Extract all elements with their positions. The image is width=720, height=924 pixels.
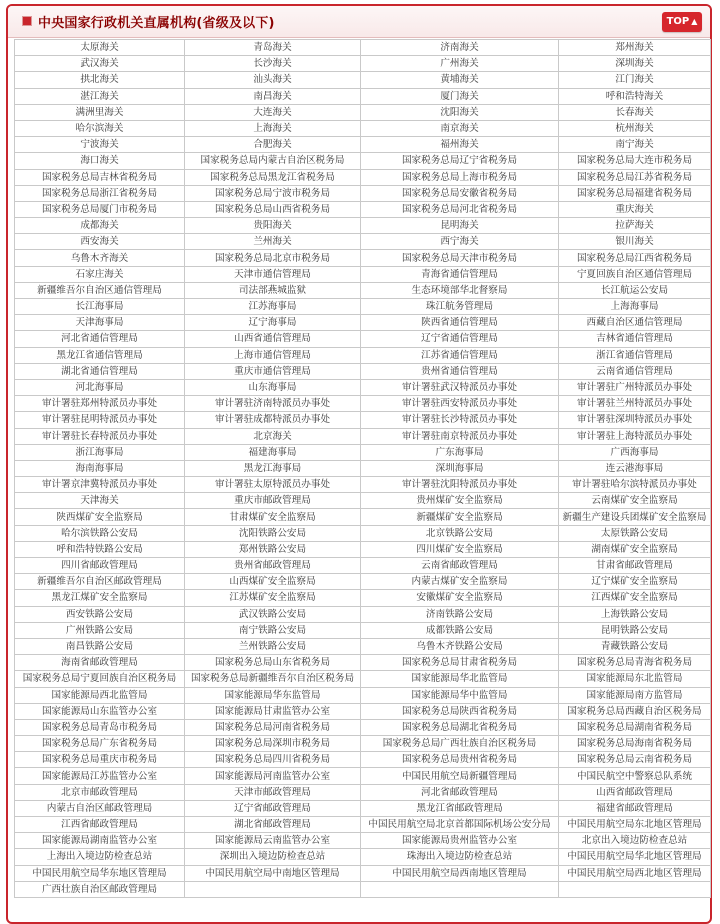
table-row (15, 752, 711, 768)
table-row (15, 169, 711, 185)
agency-link[interactable]: 中国民用航空局西北地区管理局 (559, 865, 711, 881)
agency-link[interactable]: 西宁海关 (361, 234, 559, 250)
agency-link[interactable]: 南京海关 (361, 120, 559, 136)
agency-link[interactable]: 国家税务总局宁波市税务局 (185, 185, 361, 201)
agency-link[interactable]: 福建省邮政管理局 (559, 800, 711, 816)
table-row (15, 72, 711, 88)
agency-link[interactable]: 审计署驻太原特派员办事处 (185, 477, 361, 493)
agency-link[interactable]: 广州海关 (361, 56, 559, 72)
agency-link[interactable]: 成都铁路公安局 (361, 622, 559, 638)
agency-link[interactable]: 长江海事局 (15, 299, 185, 315)
agency-link[interactable]: 审计署驻沈阳特派员办事处 (361, 477, 559, 493)
agency-link[interactable]: 武汉海关 (15, 56, 185, 72)
agency-link[interactable]: 太原海关 (15, 40, 185, 56)
agency-link[interactable]: 河北省邮政管理局 (361, 784, 559, 800)
agency-link[interactable]: 山东海事局 (185, 379, 361, 395)
agency-link[interactable]: 宁波海关 (15, 137, 185, 153)
table-row (15, 800, 711, 816)
agency-link[interactable]: 国家能源局江苏监管办公室 (15, 768, 185, 784)
table-row (15, 234, 711, 250)
agency-link[interactable]: 安徽煤矿安全监察局 (361, 590, 559, 606)
agency-link[interactable]: 国家税务总局大连市税务局 (559, 153, 711, 169)
agency-link[interactable]: 山西省通信管理局 (185, 331, 361, 347)
agency-link[interactable]: 新疆煤矿安全监察局 (361, 509, 559, 525)
table-row (15, 525, 711, 541)
agency-link[interactable]: 黑龙江省通信管理局 (15, 347, 185, 363)
table-row (15, 266, 711, 282)
arrow-up-icon: ▲ (691, 17, 698, 26)
agency-link[interactable]: 太原铁路公安局 (559, 525, 711, 541)
agency-link[interactable]: 北京海关 (185, 428, 361, 444)
table-row (15, 363, 711, 379)
agency-link[interactable]: 甘肃省邮政管理局 (559, 558, 711, 574)
agency-link[interactable]: 珠海出入境边防检查总站 (361, 849, 559, 865)
agency-link[interactable]: 国家税务总局甘肃省税务局 (361, 655, 559, 671)
agency-link[interactable]: 长春海关 (559, 104, 711, 120)
agency-link[interactable]: 国家能源局甘肃监管办公室 (185, 703, 361, 719)
agency-link[interactable]: 上海市通信管理局 (185, 347, 361, 363)
agency-link[interactable]: 甘肃煤矿安全监察局 (185, 509, 361, 525)
table-row (15, 817, 711, 833)
agency-link[interactable]: 江西省邮政管理局 (15, 817, 185, 833)
agency-link[interactable]: 哈尔滨铁路公安局 (15, 525, 185, 541)
square-bullet-icon (22, 16, 32, 26)
agency-link[interactable]: 中国民用航空局西南地区管理局 (361, 865, 559, 881)
agency-table (14, 39, 711, 898)
agency-link[interactable]: 福州海关 (361, 137, 559, 153)
agency-link[interactable]: 审计署驻武汉特派员办事处 (361, 379, 559, 395)
agency-link[interactable]: 天津海事局 (15, 315, 185, 331)
agency-link[interactable]: 国家能源局东北监管局 (559, 671, 711, 687)
table-row (15, 768, 711, 784)
agency-link (185, 881, 361, 897)
agency-link[interactable]: 国家税务总局湖北省税务局 (361, 719, 559, 735)
agency-link[interactable]: 国家税务总局广西壮族自治区税务局 (361, 736, 559, 752)
agency-link[interactable]: 国家税务总局海南省税务局 (559, 736, 711, 752)
table-row (15, 784, 711, 800)
agency-link[interactable]: 北京出入境边防检查总站 (559, 833, 711, 849)
agency-link[interactable]: 河北省通信管理局 (15, 331, 185, 347)
table-row (15, 104, 711, 120)
agency-link[interactable]: 国家税务总局江苏省税务局 (559, 169, 711, 185)
table-row (15, 153, 711, 169)
agency-link[interactable]: 乌鲁木齐铁路公安局 (361, 638, 559, 654)
agency-link[interactable]: 审计署驻兰州特派员办事处 (559, 396, 711, 412)
agency-link[interactable]: 昆明海关 (361, 218, 559, 234)
agency-link[interactable]: 天津市邮政管理局 (185, 784, 361, 800)
agency-link[interactable]: 青岛海关 (185, 40, 361, 56)
agency-link[interactable]: 国家税务总局四川省税务局 (185, 752, 361, 768)
agency-link[interactable]: 上海铁路公安局 (559, 606, 711, 622)
agency-link[interactable]: 珠江航务管理局 (361, 299, 559, 315)
table-row (15, 201, 711, 217)
agency-link[interactable]: 西藏自治区通信管理局 (559, 315, 711, 331)
agency-link[interactable]: 四川煤矿安全监察局 (361, 541, 559, 557)
table-row (15, 493, 711, 509)
agency-link[interactable]: 国家能源局南方监管局 (559, 687, 711, 703)
agency-link[interactable]: 宁夏回族自治区通信管理局 (559, 266, 711, 282)
table-row (15, 56, 711, 72)
agency-link[interactable]: 四川省邮政管理局 (15, 558, 185, 574)
table-row (15, 655, 711, 671)
agency-link[interactable]: 大连海关 (185, 104, 361, 120)
agency-link[interactable]: 国家能源局湖南监管办公室 (15, 833, 185, 849)
agency-link[interactable]: 南宁海关 (559, 137, 711, 153)
agency-link[interactable]: 合肥海关 (185, 137, 361, 153)
agency-link[interactable]: 南昌海关 (185, 88, 361, 104)
agency-link[interactable]: 贵州省邮政管理局 (185, 558, 361, 574)
agency-link[interactable]: 黑龙江煤矿安全监察局 (15, 590, 185, 606)
agency-link[interactable]: 青海省通信管理局 (361, 266, 559, 282)
agency-link[interactable]: 黑龙江海事局 (185, 460, 361, 476)
agency-link[interactable]: 青藏铁路公安局 (559, 638, 711, 654)
agency-link[interactable]: 陕西煤矿安全监察局 (15, 509, 185, 525)
agency-link[interactable]: 国家税务总局山西省税务局 (185, 201, 361, 217)
agency-link[interactable]: 国家税务总局江西省税务局 (559, 250, 711, 266)
agency-link[interactable]: 北京市邮政管理局 (15, 784, 185, 800)
agency-link[interactable]: 审计署驻济南特派员办事处 (185, 396, 361, 412)
agency-link[interactable]: 国家税务总局河北省税务局 (361, 201, 559, 217)
table-row (15, 396, 711, 412)
table-row (15, 299, 711, 315)
agency-link[interactable]: 西安海关 (15, 234, 185, 250)
agency-link[interactable]: 山西煤矿安全监察局 (185, 574, 361, 590)
agency-link[interactable]: 国家能源局西北监管局 (15, 687, 185, 703)
table-row (15, 671, 711, 687)
table-row (15, 347, 711, 363)
agency-link[interactable]: 中国民用航空局北京首都国际机场公安分局 (361, 817, 559, 833)
agency-link[interactable]: 国家能源局华中监管局 (361, 687, 559, 703)
table-row (15, 833, 711, 849)
agency-link[interactable]: 云南省邮政管理局 (361, 558, 559, 574)
agency-link[interactable]: 审计署驻昆明特派员办事处 (15, 412, 185, 428)
agency-link[interactable]: 重庆市邮政管理局 (185, 493, 361, 509)
agency-link[interactable]: 辽宁省通信管理局 (361, 331, 559, 347)
agency-link[interactable]: 国家税务总局安徽省税务局 (361, 185, 559, 201)
agency-link[interactable]: 中国民用航空局东北地区管理局 (559, 817, 711, 833)
agency-link[interactable]: 国家税务总局深圳市税务局 (185, 736, 361, 752)
agency-link[interactable]: 国家税务总局黑龙江省税务局 (185, 169, 361, 185)
agency-link[interactable]: 黄埔海关 (361, 72, 559, 88)
agency-link[interactable]: 南宁铁路公安局 (185, 622, 361, 638)
agency-link[interactable]: 中国民用航空局新疆管理局 (361, 768, 559, 784)
agency-link[interactable]: 新疆生产建设兵团煤矿安全监察局 (559, 509, 711, 525)
agency-link[interactable]: 福建海事局 (185, 444, 361, 460)
agency-link[interactable]: 郑州铁路公安局 (185, 541, 361, 557)
agency-link[interactable]: 武汉铁路公安局 (185, 606, 361, 622)
agency-link[interactable]: 江苏省通信管理局 (361, 347, 559, 363)
agency-link[interactable]: 贵州煤矿安全监察局 (361, 493, 559, 509)
agency-link[interactable]: 深圳出入境边防检查总站 (185, 849, 361, 865)
agency-link[interactable]: 生态环境部华北督察局 (361, 282, 559, 298)
panel-header (8, 6, 710, 38)
table-row (15, 137, 711, 153)
agency-link[interactable]: 江苏海事局 (185, 299, 361, 315)
table-row (15, 250, 711, 266)
agency-link[interactable]: 满洲里海关 (15, 104, 185, 120)
agency-link[interactable]: 石家庄海关 (15, 266, 185, 282)
agency-link[interactable]: 杭州海关 (559, 120, 711, 136)
table-row (15, 460, 711, 476)
agency-link[interactable]: 中国民用航空局华东地区管理局 (15, 865, 185, 881)
agency-link[interactable]: 广西海事局 (559, 444, 711, 460)
agency-link[interactable]: 重庆海关 (559, 201, 711, 217)
agency-link (559, 881, 711, 897)
agency-link[interactable]: 国家税务总局青岛市税务局 (15, 719, 185, 735)
agency-link[interactable]: 贵阳海关 (185, 218, 361, 234)
agency-link[interactable]: 国家税务总局河南省税务局 (185, 719, 361, 735)
table-row (15, 558, 711, 574)
agency-link[interactable]: 沈阳铁路公安局 (185, 525, 361, 541)
table-row (15, 703, 711, 719)
agency-link[interactable]: 浙江海事局 (15, 444, 185, 460)
agency-link[interactable]: 江门海关 (559, 72, 711, 88)
agency-link[interactable]: 长沙海关 (185, 56, 361, 72)
table-row (15, 574, 711, 590)
table-row (15, 865, 711, 881)
agency-link[interactable]: 乌鲁木齐海关 (15, 250, 185, 266)
agency-link[interactable]: 江苏煤矿安全监察局 (185, 590, 361, 606)
agency-link[interactable]: 国家税务总局陕西省税务局 (361, 703, 559, 719)
agency-link[interactable]: 司法部燕城监狱 (185, 282, 361, 298)
agency-link[interactable]: 海南海事局 (15, 460, 185, 476)
back-to-top-button[interactable] (662, 12, 702, 32)
agency-link[interactable]: 浙江省通信管理局 (559, 347, 711, 363)
agency-list-panel (6, 4, 712, 924)
agency-link[interactable]: 沈阳海关 (361, 104, 559, 120)
agency-link[interactable]: 审计署驻西安特派员办事处 (361, 396, 559, 412)
agency-link[interactable]: 中国民航空中警察总队系统 (559, 768, 711, 784)
agency-link[interactable]: 连云港海事局 (559, 460, 711, 476)
agency-link[interactable]: 湖南煤矿安全监察局 (559, 541, 711, 557)
agency-link[interactable]: 内蒙古自治区邮政管理局 (15, 800, 185, 816)
table-row (15, 185, 711, 201)
agency-link[interactable]: 呼和浩特铁路公安局 (15, 541, 185, 557)
agency-link[interactable]: 广州铁路公安局 (15, 622, 185, 638)
agency-link[interactable]: 银川海关 (559, 234, 711, 250)
agency-link[interactable]: 湖北省邮政管理局 (185, 817, 361, 833)
agency-link[interactable]: 郑州海关 (559, 40, 711, 56)
agency-link[interactable]: 内蒙古煤矿安全监察局 (361, 574, 559, 590)
agency-link[interactable]: 厦门海关 (361, 88, 559, 104)
agency-link[interactable]: 辽宁煤矿安全监察局 (559, 574, 711, 590)
agency-link[interactable]: 云南省通信管理局 (559, 363, 711, 379)
agency-link[interactable]: 辽宁海事局 (185, 315, 361, 331)
agency-link[interactable]: 国家能源局河南监管办公室 (185, 768, 361, 784)
agency-link (361, 881, 559, 897)
table-row (15, 849, 711, 865)
agency-link[interactable]: 中国民用航空局中南地区管理局 (185, 865, 361, 881)
table-row (15, 687, 711, 703)
agency-link[interactable]: 深圳海事局 (361, 460, 559, 476)
agency-link[interactable]: 河北海事局 (15, 379, 185, 395)
agency-link[interactable]: 拉萨海关 (559, 218, 711, 234)
agency-link[interactable]: 审计署驻郑州特派员办事处 (15, 396, 185, 412)
agency-link[interactable]: 国家税务总局贵州省税务局 (361, 752, 559, 768)
agency-link[interactable]: 昆明铁路公安局 (559, 622, 711, 638)
agency-link[interactable]: 兰州铁路公安局 (185, 638, 361, 654)
agency-link[interactable]: 国家税务总局上海市税务局 (361, 169, 559, 185)
agency-link[interactable]: 新疆维吾尔自治区通信管理局 (15, 282, 185, 298)
table-row (15, 622, 711, 638)
agency-link[interactable]: 审计署京津冀特派员办事处 (15, 477, 185, 493)
table-row (15, 282, 711, 298)
agency-link[interactable]: 国家税务总局云南省税务局 (559, 752, 711, 768)
agency-link[interactable]: 国家能源局云南监管办公室 (185, 833, 361, 849)
agency-link[interactable]: 审计署驻广州特派员办事处 (559, 379, 711, 395)
agency-link[interactable]: 云南煤矿安全监察局 (559, 493, 711, 509)
agency-link[interactable]: 国家税务总局西藏自治区税务局 (559, 703, 711, 719)
agency-link[interactable]: 重庆市通信管理局 (185, 363, 361, 379)
table-row (15, 606, 711, 622)
table-row (15, 881, 711, 897)
agency-link[interactable]: 国家税务总局青海省税务局 (559, 655, 711, 671)
table-row (15, 88, 711, 104)
agency-link[interactable]: 国家能源局山东监管办公室 (15, 703, 185, 719)
table-row (15, 412, 711, 428)
agency-link[interactable]: 国家税务总局吉林省税务局 (15, 169, 185, 185)
agency-link[interactable]: 海南省邮政管理局 (15, 655, 185, 671)
agency-link[interactable]: 上海海关 (185, 120, 361, 136)
agency-link[interactable]: 济南海关 (361, 40, 559, 56)
agency-link[interactable]: 新疆维吾尔自治区邮政管理局 (15, 574, 185, 590)
agency-link[interactable]: 国家税务总局内蒙古自治区税务局 (185, 153, 361, 169)
agency-link[interactable]: 天津市通信管理局 (185, 266, 361, 282)
agency-link[interactable]: 审计署驻哈尔滨特派员办事处 (559, 477, 711, 493)
agency-link[interactable]: 南昌铁路公安局 (15, 638, 185, 654)
agency-link[interactable]: 汕头海关 (185, 72, 361, 88)
agency-link[interactable]: 上海海事局 (559, 299, 711, 315)
agency-link[interactable]: 拱北海关 (15, 72, 185, 88)
agency-link[interactable]: 兰州海关 (185, 234, 361, 250)
agency-link[interactable]: 哈尔滨海关 (15, 120, 185, 136)
agency-link[interactable]: 审计署驻南京特派员办事处 (361, 428, 559, 444)
agency-link[interactable]: 审计署驻深圳特派员办事处 (559, 412, 711, 428)
table-row (15, 477, 711, 493)
agency-link[interactable]: 黑龙江省邮政管理局 (361, 800, 559, 816)
agency-link[interactable]: 上海出入境边防检查总站 (15, 849, 185, 865)
agency-link[interactable]: 吉林省通信管理局 (559, 331, 711, 347)
agency-link[interactable]: 天津海关 (15, 493, 185, 509)
panel-title: 中央国家行政机关直属机构(省级及以下) (38, 16, 275, 31)
agency-link[interactable]: 国家税务总局福建省税务局 (559, 185, 711, 201)
table-row (15, 736, 711, 752)
agency-link[interactable]: 长江航运公安局 (559, 282, 711, 298)
agency-link[interactable]: 国家税务总局山东省税务局 (185, 655, 361, 671)
agency-link[interactable]: 国家税务总局辽宁省税务局 (361, 153, 559, 169)
agency-link[interactable]: 湛江海关 (15, 88, 185, 104)
table-row (15, 541, 711, 557)
agency-link[interactable]: 国家税务总局北京市税务局 (185, 250, 361, 266)
table-row (15, 218, 711, 234)
agency-link[interactable]: 国家能源局贵州监管办公室 (361, 833, 559, 849)
agency-link[interactable]: 国家税务总局广东省税务局 (15, 736, 185, 752)
agency-link[interactable]: 北京铁路公安局 (361, 525, 559, 541)
agency-link[interactable]: 成都海关 (15, 218, 185, 234)
table-row (15, 40, 711, 56)
agency-link[interactable]: 国家税务总局重庆市税务局 (15, 752, 185, 768)
agency-link[interactable]: 深圳海关 (559, 56, 711, 72)
agency-link[interactable]: 贵州省通信管理局 (361, 363, 559, 379)
agency-link[interactable]: 辽宁省邮政管理局 (185, 800, 361, 816)
agency-link[interactable]: 陕西省通信管理局 (361, 315, 559, 331)
table-row (15, 315, 711, 331)
agency-link[interactable]: 江西煤矿安全监察局 (559, 590, 711, 606)
agency-link[interactable]: 广西壮族自治区邮政管理局 (15, 881, 185, 897)
top-label: TOP (666, 16, 690, 27)
table-row (15, 590, 711, 606)
agency-link[interactable]: 中国民用航空局华北地区管理局 (559, 849, 711, 865)
agency-link[interactable]: 广东海事局 (361, 444, 559, 460)
agency-link[interactable]: 国家税务总局厦门市税务局 (15, 201, 185, 217)
table-row (15, 638, 711, 654)
table-row (15, 120, 711, 136)
agency-link[interactable]: 国家税务总局浙江省税务局 (15, 185, 185, 201)
agency-link[interactable]: 湖北省通信管理局 (15, 363, 185, 379)
agency-link[interactable]: 国家能源局华东监管局 (185, 687, 361, 703)
agency-link[interactable]: 国家税务总局宁夏回族自治区税务局 (15, 671, 185, 687)
table-row (15, 428, 711, 444)
agency-link[interactable]: 审计署驻上海特派员办事处 (559, 428, 711, 444)
agency-link[interactable]: 国家税务总局新疆维吾尔自治区税务局 (185, 671, 361, 687)
agency-link[interactable]: 济南铁路公安局 (361, 606, 559, 622)
table-row (15, 719, 711, 735)
agency-link[interactable]: 审计署驻长春特派员办事处 (15, 428, 185, 444)
table-row (15, 444, 711, 460)
table-row (15, 509, 711, 525)
agency-link[interactable]: 呼和浩特海关 (559, 88, 711, 104)
agency-link[interactable]: 西安铁路公安局 (15, 606, 185, 622)
agency-link[interactable]: 国家税务总局湖南省税务局 (559, 719, 711, 735)
table-row (15, 379, 711, 395)
agency-link[interactable]: 国家能源局华北监管局 (361, 671, 559, 687)
table-row (15, 331, 711, 347)
agency-link[interactable]: 审计署驻成都特派员办事处 (185, 412, 361, 428)
agency-link[interactable]: 国家税务总局天津市税务局 (361, 250, 559, 266)
agency-link[interactable]: 山西省邮政管理局 (559, 784, 711, 800)
agency-link[interactable]: 海口海关 (15, 153, 185, 169)
agency-link[interactable]: 审计署驻长沙特派员办事处 (361, 412, 559, 428)
